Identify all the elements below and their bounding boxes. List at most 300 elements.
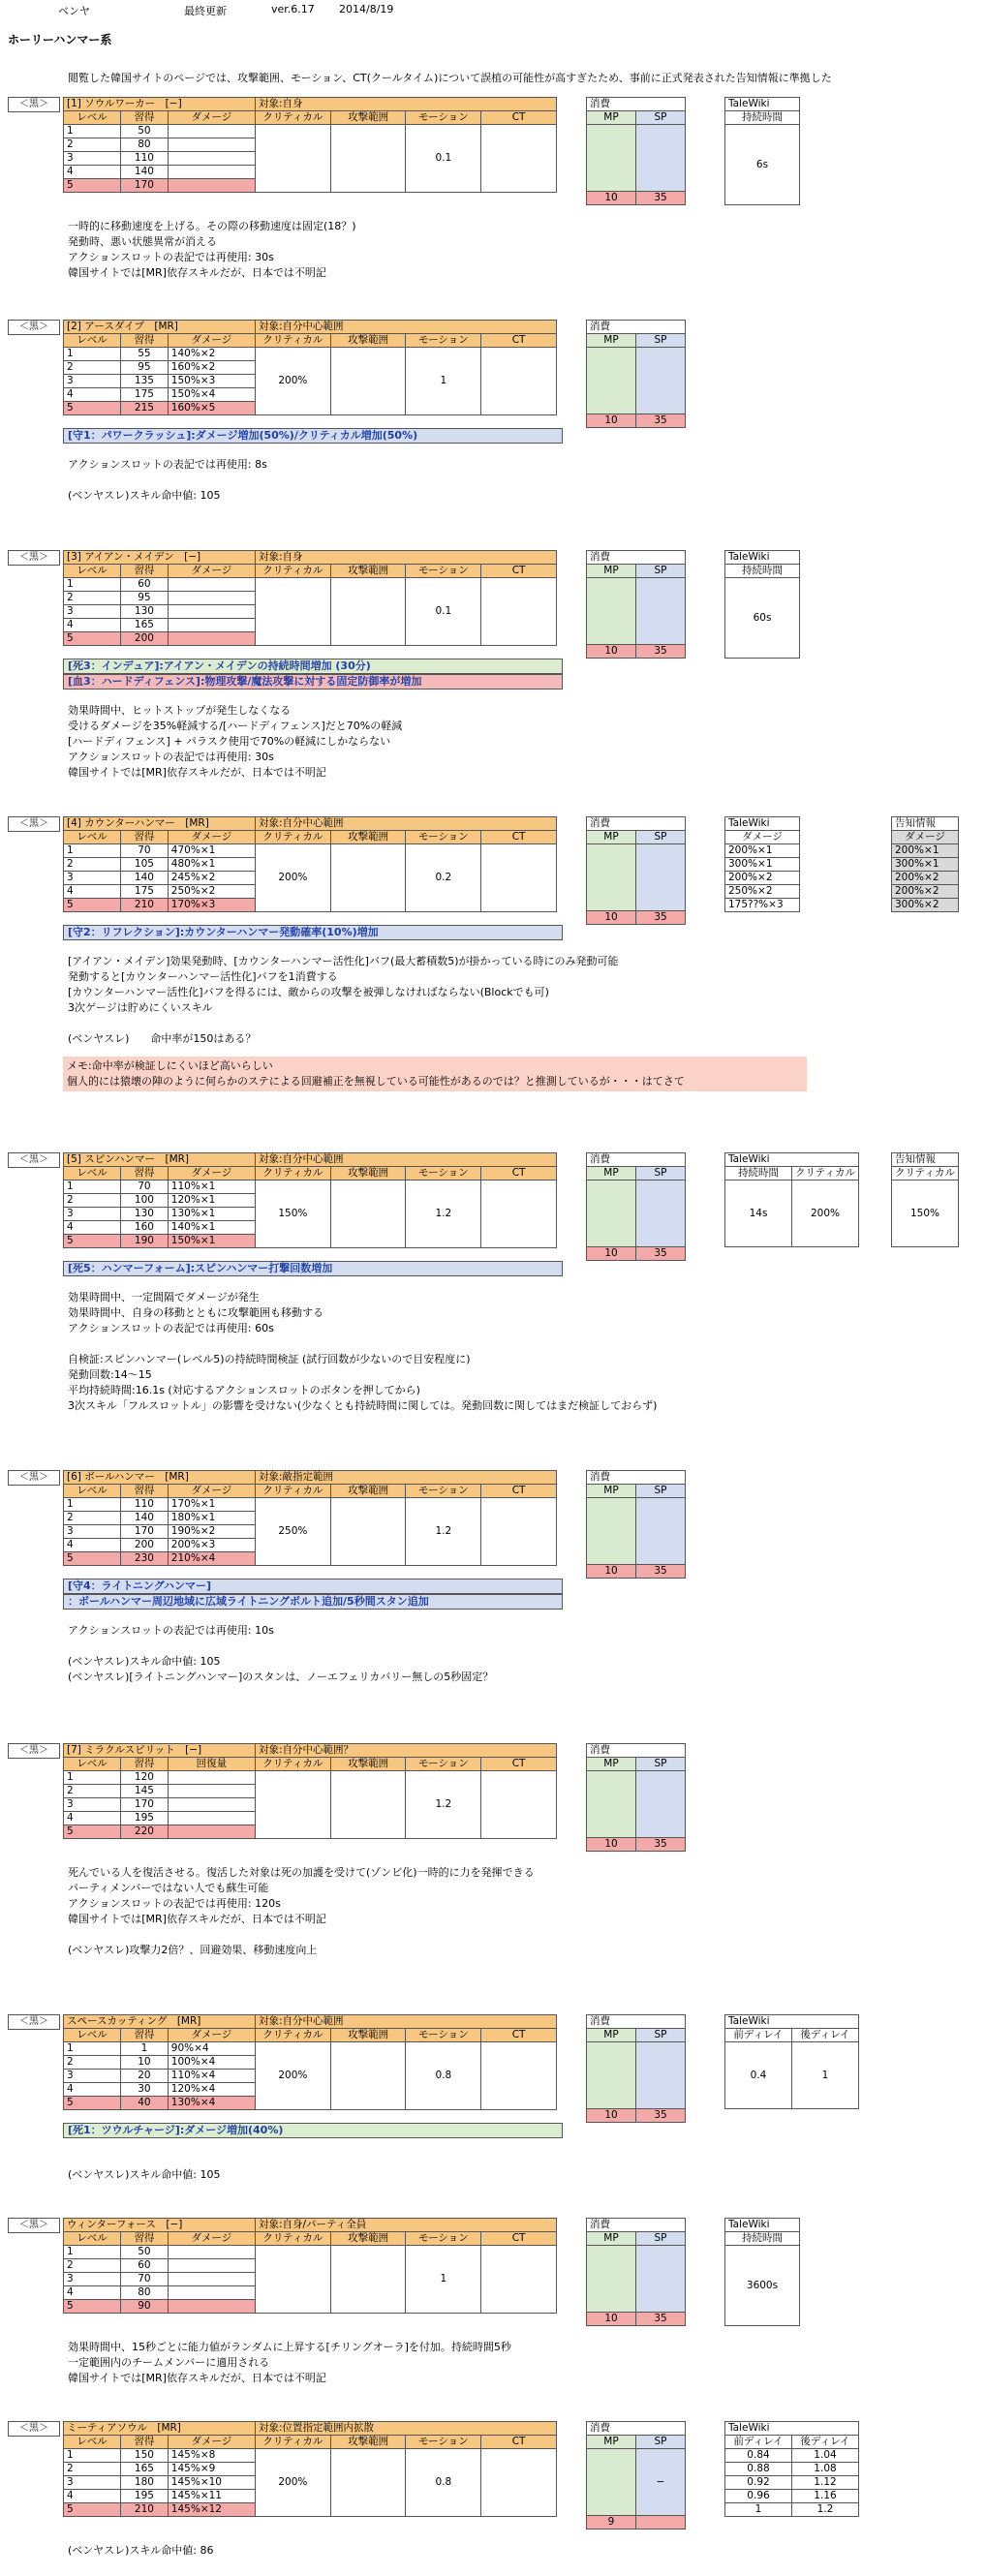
col-header: クリティカル bbox=[255, 2436, 330, 2449]
learn-value: 140 bbox=[121, 872, 169, 885]
motion-value: 0.1 bbox=[406, 578, 481, 646]
col-header: CT bbox=[481, 1758, 557, 1771]
damage-value: 150%×3 bbox=[168, 375, 255, 388]
talewiki-header: TaleWiki bbox=[725, 551, 800, 565]
col-header: 攻撃範囲 bbox=[330, 1758, 406, 1771]
skill-table bbox=[63, 816, 557, 912]
mp-header: MP bbox=[587, 1758, 636, 1771]
sp-body bbox=[636, 348, 686, 414]
notice-header: 告知情報 bbox=[892, 817, 959, 831]
learn-value: 1 bbox=[121, 2042, 169, 2056]
col-header: クリティカル bbox=[255, 565, 330, 578]
col-header: クリティカル bbox=[255, 1167, 330, 1181]
crit-value: 150% bbox=[255, 1181, 330, 1248]
note-line: (ベンヤスレ)[ライトニングハンマー]のスタンは、ノーエフェリカバリー無しの5秒固定？ bbox=[68, 1671, 494, 1683]
range-value bbox=[330, 578, 406, 646]
level: 1 bbox=[64, 2042, 121, 2056]
skill-target: 対象:自分中心範囲 bbox=[255, 2015, 556, 2029]
date: 2014/8/19 bbox=[339, 3, 394, 15]
damage-value: 170%×3 bbox=[168, 899, 255, 912]
damage-value bbox=[168, 125, 255, 138]
col-header: モーション bbox=[406, 831, 481, 844]
cost-header: 消費 bbox=[587, 1471, 686, 1485]
class-tag: ＜黒＞ bbox=[8, 97, 60, 112]
learn-value: 200 bbox=[121, 1539, 169, 1552]
talewiki-table bbox=[724, 97, 800, 205]
learn-value: 170 bbox=[121, 179, 169, 193]
learn-value: 50 bbox=[121, 125, 169, 138]
level: 1 bbox=[64, 125, 121, 138]
learn-value: 230 bbox=[121, 1552, 169, 1566]
ct-value bbox=[481, 2042, 557, 2110]
sp-header: SP bbox=[636, 1758, 686, 1771]
ct-value bbox=[481, 1771, 557, 1839]
col-header: クリティカル bbox=[255, 1758, 330, 1771]
col-header: CT bbox=[481, 831, 557, 844]
note-line: 韓国サイトでは[MR]依存スキルだが、日本では不明記 bbox=[68, 266, 326, 279]
col-header: ダメージ bbox=[168, 2029, 255, 2042]
damage-value bbox=[168, 592, 255, 605]
note-line: (ベンヤスレ)スキル命中値: 86 bbox=[68, 2544, 214, 2557]
ct-value bbox=[481, 1498, 557, 1566]
motion-value: 0.8 bbox=[406, 2449, 481, 2517]
ct-value bbox=[481, 844, 557, 912]
mp-body bbox=[587, 1181, 636, 1247]
level: 5 bbox=[64, 2097, 121, 2110]
post-delay-value: 1 bbox=[792, 2042, 859, 2109]
level: 5 bbox=[64, 1552, 121, 1566]
col-header: ダメージ bbox=[168, 565, 255, 578]
level: 3 bbox=[64, 2070, 121, 2083]
cost-table bbox=[586, 1470, 686, 1579]
damage-value: 210%×4 bbox=[168, 1552, 255, 1566]
note-line: 受けるダメージを35%軽減する/[ハードディフェンス]だと70%の軽減 bbox=[68, 720, 403, 732]
damage-value: 245%×2 bbox=[168, 872, 255, 885]
talewiki-damage: 300%×1 bbox=[725, 858, 800, 872]
damage-value bbox=[168, 1825, 255, 1839]
sp-body bbox=[636, 2042, 686, 2109]
learn-value: 170 bbox=[121, 1525, 169, 1539]
col-header: 習得 bbox=[121, 2029, 169, 2042]
note-line: アクションスロットの表記では再使用: 10s bbox=[68, 1624, 274, 1637]
learn-value: 150 bbox=[121, 2449, 169, 2463]
skill-notes bbox=[68, 1865, 535, 1958]
pre-delay-value: 0.84 bbox=[725, 2449, 792, 2463]
col-header: 攻撃範囲 bbox=[330, 111, 406, 125]
learn-value: 60 bbox=[121, 578, 169, 592]
sp-body bbox=[636, 578, 686, 645]
talent-band: [死1：ツウルチャージ]:ダメージ増加(40%) bbox=[63, 2123, 563, 2138]
mp-header: MP bbox=[587, 565, 636, 578]
level: 3 bbox=[64, 1208, 121, 1221]
mp-value: 10 bbox=[587, 1247, 636, 1261]
learn-value: 10 bbox=[121, 2056, 169, 2070]
learn-value: 90 bbox=[121, 2300, 169, 2314]
col-header: 攻撃範囲 bbox=[330, 1167, 406, 1181]
mp-body bbox=[587, 2246, 636, 2313]
learn-value: 180 bbox=[121, 2476, 169, 2490]
level: 2 bbox=[64, 138, 121, 152]
col-header: CT bbox=[481, 2029, 557, 2042]
cost-header: 消費 bbox=[587, 2015, 686, 2029]
talewiki-header: TaleWiki bbox=[725, 817, 800, 831]
col-header: ダメージ bbox=[168, 2232, 255, 2246]
note-line: (ベンヤスレ)スキル命中値: 105 bbox=[68, 1655, 221, 1668]
sp-header: SP bbox=[636, 831, 686, 844]
mp-header: MP bbox=[587, 334, 636, 348]
damage-value: 130%×4 bbox=[168, 2097, 255, 2110]
damage-value: 200%×3 bbox=[168, 1539, 255, 1552]
talewiki-table bbox=[724, 2014, 859, 2109]
crit-header: クリティカル bbox=[792, 1167, 859, 1181]
mp-body bbox=[587, 578, 636, 645]
note-line: アクションスロットの表記では再使用: 120s bbox=[68, 1897, 281, 1910]
col-header: 攻撃範囲 bbox=[330, 2029, 406, 2042]
level: 4 bbox=[64, 1812, 121, 1825]
learn-value: 70 bbox=[121, 1181, 169, 1194]
skill-target: 対象:敵指定範囲 bbox=[255, 1471, 556, 1485]
pre-delay-value: 0.96 bbox=[725, 2490, 792, 2503]
damage-value: 250%×2 bbox=[168, 885, 255, 899]
damage-value: 120%×4 bbox=[168, 2083, 255, 2097]
damage-value: 140%×2 bbox=[168, 348, 255, 361]
level: 2 bbox=[64, 592, 121, 605]
col-header: 習得 bbox=[121, 565, 169, 578]
skill-notes bbox=[68, 2340, 511, 2386]
crit-value: 200% bbox=[255, 844, 330, 912]
crit-value: 200% bbox=[255, 2042, 330, 2110]
damage-value: 145%×11 bbox=[168, 2490, 255, 2503]
damage-value: 150%×1 bbox=[168, 1235, 255, 1248]
col-header: ダメージ bbox=[168, 111, 255, 125]
skill-notes bbox=[68, 1623, 493, 1685]
level: 3 bbox=[64, 2273, 121, 2286]
learn-value: 110 bbox=[121, 1498, 169, 1512]
note-line: 死んでいる人を復活させる。復活した対象は死の加護を受けて(ゾンビ化)一時的に力を発揮できる bbox=[68, 1866, 535, 1879]
col-header: 習得 bbox=[121, 334, 169, 348]
cost-header: 消費 bbox=[587, 1153, 686, 1167]
sp-value bbox=[636, 2516, 686, 2530]
col-header: モーション bbox=[406, 1167, 481, 1181]
crit-value bbox=[255, 2246, 330, 2314]
cost-header: 消費 bbox=[587, 817, 686, 831]
mp-header: MP bbox=[587, 2029, 636, 2042]
damage-value bbox=[168, 578, 255, 592]
skill-notes bbox=[68, 219, 356, 281]
level: 4 bbox=[64, 2286, 121, 2300]
damage-value bbox=[168, 632, 255, 646]
range-value bbox=[330, 1498, 406, 1566]
col-header: レベル bbox=[64, 2232, 121, 2246]
sp-header: SP bbox=[636, 111, 686, 125]
level: 2 bbox=[64, 1512, 121, 1525]
version: ver.6.17 bbox=[271, 3, 315, 15]
damage-value: 470%×1 bbox=[168, 844, 255, 858]
range-value bbox=[330, 1181, 406, 1248]
learn-value: 120 bbox=[121, 1771, 169, 1785]
col-header: クリティカル bbox=[255, 1485, 330, 1498]
level: 1 bbox=[64, 1498, 121, 1512]
learn-value: 80 bbox=[121, 138, 169, 152]
skill-name: [2] アースダイブ [MR] bbox=[64, 321, 256, 334]
col-header: CT bbox=[481, 2232, 557, 2246]
level-row bbox=[64, 844, 557, 858]
col-header: モーション bbox=[406, 1758, 481, 1771]
mp-body bbox=[587, 125, 636, 192]
col-header: ダメージ bbox=[168, 1485, 255, 1498]
duration-value: 6s bbox=[725, 125, 800, 205]
col-header: モーション bbox=[406, 2029, 481, 2042]
sp-value: 35 bbox=[636, 414, 686, 428]
damage-value: 145%×10 bbox=[168, 2476, 255, 2490]
note-line: 3次スキル「フルスロットル」の影響を受けない(少なくとも持続時間に関しては。発動回数に関してはまだ検証しておらず) bbox=[68, 1399, 658, 1412]
damage-value bbox=[168, 2300, 255, 2314]
learn-value: 50 bbox=[121, 2246, 169, 2259]
level: 1 bbox=[64, 2246, 121, 2259]
damage-value bbox=[168, 152, 255, 166]
col-header: モーション bbox=[406, 565, 481, 578]
updated-label: 最終更新 bbox=[184, 5, 227, 17]
class-tag: ＜黒＞ bbox=[8, 320, 60, 335]
col-header: クリティカル bbox=[255, 831, 330, 844]
learn-value: 210 bbox=[121, 899, 169, 912]
level: 5 bbox=[64, 402, 121, 415]
crit-value: 200% bbox=[792, 1181, 859, 1247]
talent-band: [守2：リフレクション]:カウンターハンマー発動確率(10%)増加 bbox=[63, 925, 563, 940]
note-line: 一定範囲内のチームメンバーに適用される bbox=[68, 2356, 270, 2369]
talewiki-table bbox=[724, 550, 800, 659]
damage-value: 145%×12 bbox=[168, 2503, 255, 2517]
level: 5 bbox=[64, 179, 121, 193]
learn-value: 190 bbox=[121, 1235, 169, 1248]
note-line: (ベンヤスレ)スキル命中値: 105 bbox=[68, 2168, 221, 2181]
col-header: 攻撃範囲 bbox=[330, 334, 406, 348]
learn-value: 145 bbox=[121, 1785, 169, 1798]
mp-header: MP bbox=[587, 111, 636, 125]
level: 4 bbox=[64, 2083, 121, 2097]
cost-table bbox=[586, 1743, 686, 1852]
damage-value: 120%×1 bbox=[168, 1194, 255, 1208]
pre-delay-value: 0.88 bbox=[725, 2463, 792, 2476]
damage-value bbox=[168, 2273, 255, 2286]
level: 1 bbox=[64, 578, 121, 592]
class-tag: ＜黒＞ bbox=[8, 2014, 60, 2030]
skill-name: ミーティアソウル [MR] bbox=[64, 2422, 256, 2436]
notice-header: 告知情報 bbox=[892, 1153, 959, 1167]
range-value bbox=[330, 2042, 406, 2110]
col-header: CT bbox=[481, 1167, 557, 1181]
post-delay-header: 後ディレイ bbox=[792, 2029, 859, 2042]
skill-name: [7] ミラクルスピリット [−] bbox=[64, 1744, 256, 1758]
level: 5 bbox=[64, 2503, 121, 2517]
skill-target: 対象:自身 bbox=[255, 98, 556, 111]
damage-value: 130%×1 bbox=[168, 1208, 255, 1221]
range-value bbox=[330, 2449, 406, 2517]
sp-header: SP bbox=[636, 2029, 686, 2042]
cost-table bbox=[586, 1152, 686, 1261]
sp-value: 35 bbox=[636, 645, 686, 659]
skill-name: [3] アイアン・メイデン [−] bbox=[64, 551, 256, 565]
col-header: 攻撃範囲 bbox=[330, 2436, 406, 2449]
skill-notes bbox=[68, 954, 619, 1047]
sp-value: 35 bbox=[636, 1838, 686, 1852]
motion-value: 0.8 bbox=[406, 2042, 481, 2110]
learn-value: 195 bbox=[121, 1812, 169, 1825]
motion-value: 1.2 bbox=[406, 1181, 481, 1248]
level: 1 bbox=[64, 1181, 121, 1194]
damage-value bbox=[168, 2286, 255, 2300]
learn-value: 165 bbox=[121, 2463, 169, 2476]
sp-header: SP bbox=[636, 565, 686, 578]
note-line: アクションスロットの表記では再使用: 60s bbox=[68, 1322, 274, 1334]
skill-target: 対象:自分中心範囲 bbox=[255, 817, 556, 831]
learn-value: 200 bbox=[121, 632, 169, 646]
mp-value: 9 bbox=[587, 2516, 636, 2530]
col-header: 攻撃範囲 bbox=[330, 831, 406, 844]
talent-band: [死3：インデュア]:アイアン・メイデンの持続時間増加 (30分) bbox=[63, 659, 563, 674]
col-header: レベル bbox=[64, 1758, 121, 1771]
learn-value: 130 bbox=[121, 605, 169, 619]
col-header: モーション bbox=[406, 111, 481, 125]
level: 3 bbox=[64, 152, 121, 166]
damage-value: 110%×1 bbox=[168, 1181, 255, 1194]
learn-value: 95 bbox=[121, 361, 169, 375]
level: 4 bbox=[64, 619, 121, 632]
col-header: クリティカル bbox=[255, 334, 330, 348]
sp-body: − bbox=[636, 2449, 686, 2516]
range-value bbox=[330, 2246, 406, 2314]
ct-value bbox=[481, 578, 557, 646]
note-line: [ハードディフェンス] + パラスク使用で70%の軽減にしかならない bbox=[68, 735, 391, 748]
talent-band: [死5：ハンマーフォーム]:スピンハンマー打撃回数増加 bbox=[63, 1261, 563, 1276]
learn-value: 105 bbox=[121, 858, 169, 872]
talewiki-table bbox=[724, 816, 800, 912]
notice-table bbox=[891, 816, 959, 912]
level: 3 bbox=[64, 872, 121, 885]
note-line: パーティメンバーではない人でも蘇生可能 bbox=[68, 1882, 269, 1894]
col-header: 習得 bbox=[121, 1485, 169, 1498]
talewiki-table bbox=[724, 2421, 859, 2517]
ct-value bbox=[481, 125, 557, 193]
ct-value bbox=[481, 2449, 557, 2517]
level: 5 bbox=[64, 899, 121, 912]
col-header: CT bbox=[481, 334, 557, 348]
level-row bbox=[64, 1498, 557, 1512]
skill-target: 対象:自身 bbox=[255, 551, 556, 565]
learn-value: 175 bbox=[121, 885, 169, 899]
memo-line: メモ:命中率が検証しにくいほど高いらしい bbox=[67, 1059, 273, 1072]
skill-target: 対象:自分中心範囲？ bbox=[255, 1744, 556, 1758]
sp-header: SP bbox=[636, 334, 686, 348]
talewiki-header: TaleWiki bbox=[725, 98, 800, 111]
mp-body bbox=[587, 2449, 636, 2516]
note-line: 韓国サイトでは[MR]依存スキルだが、日本では不明記 bbox=[68, 1913, 326, 1925]
damage-value: 170%×1 bbox=[168, 1498, 255, 1512]
damage-value bbox=[168, 2246, 255, 2259]
sp-header: SP bbox=[636, 1485, 686, 1498]
mp-header: MP bbox=[587, 2436, 636, 2449]
learn-value: 70 bbox=[121, 2273, 169, 2286]
skill-target: 対象:自分中心範囲 bbox=[255, 1153, 556, 1167]
mp-value: 10 bbox=[587, 645, 636, 659]
col-header: レベル bbox=[64, 334, 121, 348]
header bbox=[58, 3, 393, 18]
damage-header: ダメージ bbox=[725, 831, 800, 844]
note-line: アクションスロットの表記では再使用: 8s bbox=[68, 458, 267, 471]
notice-crit-value: 150% bbox=[892, 1181, 959, 1247]
damage-value bbox=[168, 1798, 255, 1812]
pre-delay-value: 1 bbox=[725, 2503, 792, 2517]
skill-notes bbox=[68, 1290, 657, 1414]
memo-box bbox=[63, 1057, 807, 1091]
mp-value: 10 bbox=[587, 1565, 636, 1579]
notice-table bbox=[891, 1152, 959, 1247]
col-header: CT bbox=[481, 2436, 557, 2449]
duration-header: 持続時間 bbox=[725, 565, 800, 578]
level: 2 bbox=[64, 361, 121, 375]
range-value bbox=[330, 348, 406, 415]
col-header: ダメージ bbox=[168, 831, 255, 844]
class-tag: ＜黒＞ bbox=[8, 816, 60, 832]
learn-value: 100 bbox=[121, 1194, 169, 1208]
damage-value bbox=[168, 179, 255, 193]
level: 4 bbox=[64, 388, 121, 402]
damage-value: 150%×4 bbox=[168, 388, 255, 402]
note-line: [カウンターハンマー活性化]バフを得るには、敵からの攻撃を被弾しなければならない(Blockでも可) bbox=[68, 986, 549, 998]
col-header: レベル bbox=[64, 565, 121, 578]
class-tag: ＜黒＞ bbox=[8, 2421, 60, 2437]
sp-header: SP bbox=[636, 2436, 686, 2449]
damage-value: 190%×2 bbox=[168, 1525, 255, 1539]
post-delay-header: 後ディレイ bbox=[792, 2436, 859, 2449]
col-header: CT bbox=[481, 565, 557, 578]
col-header: クリティカル bbox=[255, 2232, 330, 2246]
notice-damage: 200%×1 bbox=[892, 844, 959, 858]
mp-value: 10 bbox=[587, 192, 636, 205]
skill-name: [6] ボールハンマー [MR] bbox=[64, 1471, 256, 1485]
skill-target: 対象:位置指定範囲内拡散 bbox=[255, 2422, 556, 2436]
sp-body bbox=[636, 844, 686, 911]
level: 4 bbox=[64, 166, 121, 179]
learn-value: 40 bbox=[121, 2097, 169, 2110]
duration-value: 14s bbox=[725, 1181, 792, 1247]
crit-value bbox=[255, 1771, 330, 1839]
learn-value: 170 bbox=[121, 1798, 169, 1812]
cost-table bbox=[586, 2421, 686, 2530]
level: 3 bbox=[64, 605, 121, 619]
level: 1 bbox=[64, 1771, 121, 1785]
sp-value: 35 bbox=[636, 192, 686, 205]
note-line: アクションスロットの表記では再使用: 30s bbox=[68, 251, 274, 263]
cost-table bbox=[586, 816, 686, 925]
note-line: 自検証:スピンハンマー(レベル5)の持続時間検証 (試行回数が少ないので目安程度に) bbox=[68, 1353, 471, 1365]
note-line bbox=[68, 1336, 657, 1352]
col-header: 習得 bbox=[121, 1167, 169, 1181]
pre-delay-value: 0.92 bbox=[725, 2476, 792, 2490]
motion-value: 0.1 bbox=[406, 125, 481, 193]
col-header: 攻撃範囲 bbox=[330, 1485, 406, 1498]
level-row bbox=[64, 578, 557, 592]
talent-band: [守1：パワークラッシュ]:ダメージ増加(50%)/クリティカル増加(50%) bbox=[63, 428, 563, 444]
notice-damage: 200%×2 bbox=[892, 872, 959, 885]
range-value bbox=[330, 844, 406, 912]
skill-name: [5] スピンハンマー [MR] bbox=[64, 1153, 256, 1167]
skill-target: 対象:自身/パーティ全員 bbox=[255, 2219, 556, 2232]
skill-table bbox=[63, 1743, 557, 1839]
level: 5 bbox=[64, 1825, 121, 1839]
cost-header: 消費 bbox=[587, 551, 686, 565]
learn-value: 55 bbox=[121, 348, 169, 361]
